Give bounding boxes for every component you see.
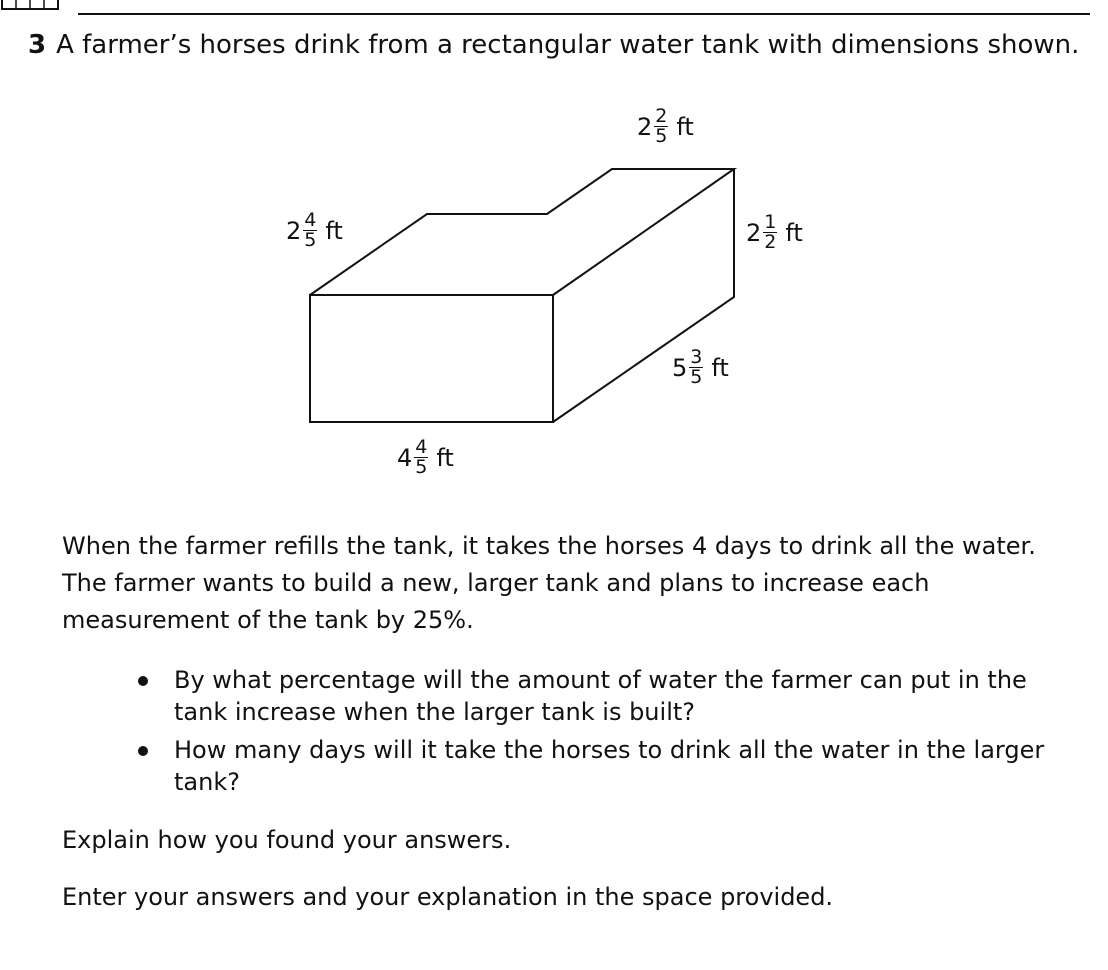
question-bullet-list [136, 664, 1056, 804]
header-rule [78, 13, 1090, 15]
scenario-paragraph: When the farmer refills the tank, it takes the horses 4 days to drink all the water. The farmer wants to build a new, larger tank and plans to increase each measurement of the tank by 25%. [62, 532, 1036, 634]
question-prompt [28, 30, 1079, 60]
top-width-label: 2 $\frac{2}{5}$ ft [637, 105, 694, 147]
top-face-outline [310, 169, 734, 295]
explain-instruction: Explain how you found your answers. [62, 826, 512, 854]
bullet-dot [138, 676, 148, 686]
bullet-dot [138, 746, 148, 756]
bullet-item: How many days will it take the horses to drink all the water in the larger tank? [136, 734, 1056, 798]
front-face [310, 295, 553, 422]
front-width-label: 4 $\frac{4}{5}$ ft [397, 436, 454, 478]
calculator-icon [0, 0, 60, 20]
left-height-label: 2 $\frac{4}{5}$ ft [286, 209, 343, 251]
depth-label: 5 $\frac{3}{5}$ ft [672, 346, 729, 388]
tank-diagram [270, 95, 830, 495]
header-tab-decoration [80, 0, 245, 4]
question-text: A farmer’s horses drink from a rectangular water tank with dimensions shown. [56, 30, 1080, 60]
right-height-label: 2 $\frac{1}{2}$ ft [746, 211, 803, 253]
bullet-item: By what percentage will the amount of water the farmer can put in the tank increase when the larger tank is built? [136, 664, 1056, 728]
enter-instruction: Enter your answers and your explanation in the space provided. [62, 883, 834, 911]
question-number: 3 [28, 30, 47, 60]
